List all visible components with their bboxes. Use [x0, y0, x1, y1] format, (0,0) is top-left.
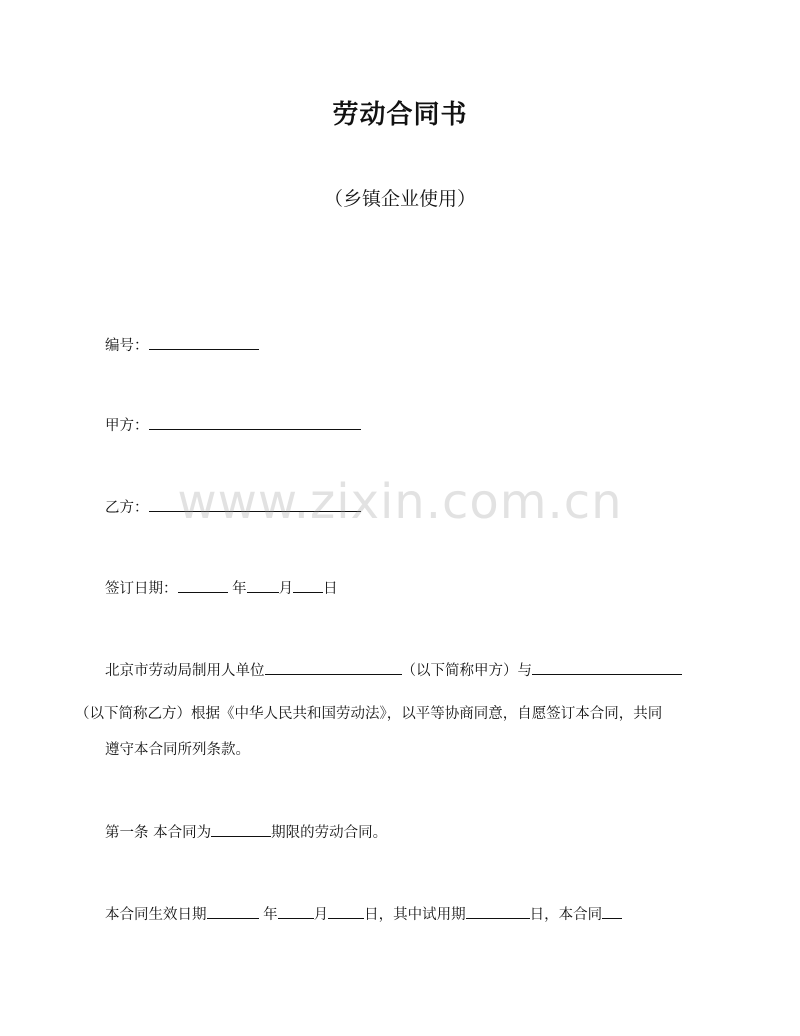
employee-blank[interactable] [532, 660, 682, 675]
article-1-prefix: 第一条 本合同为 [105, 825, 212, 841]
effective-year-blank[interactable] [207, 904, 259, 919]
paragraph-1-line-3: 遵守本合同所列条款。 [105, 742, 250, 758]
sign-date-label: 签订日期： [105, 581, 178, 597]
party-a-field [105, 415, 361, 436]
contract-trailing-blank[interactable] [602, 904, 622, 919]
number-label: 编号： [105, 338, 149, 354]
party-b-field [105, 497, 361, 518]
party-a-label: 甲方： [105, 418, 149, 434]
month-label: 月 [278, 581, 294, 597]
paragraph-1-line-2: （以下简称乙方）根据《中华人民共和国劳动法》，以平等协商同意，自愿签订本合同，共同 [75, 706, 663, 722]
effective-day-blank[interactable] [328, 904, 364, 919]
party-b-label: 乙方： [105, 500, 149, 516]
article-1-suffix: 期限的劳动合同。 [271, 825, 388, 841]
party-b-blank[interactable] [149, 497, 361, 512]
watermark: www.zixin.com.cn [177, 474, 623, 530]
employer-blank[interactable] [265, 660, 402, 675]
sign-month-blank[interactable] [247, 578, 279, 593]
effective-prefix: 本合同生效日期 [105, 907, 207, 923]
effective-year-label: 年 [263, 907, 278, 923]
document-subtitle: （乡镇企业使用） [323, 188, 476, 210]
number-field [105, 335, 259, 356]
contract-term-blank[interactable] [211, 822, 271, 837]
p1-prefix: 北京市劳动局制用人单位 [105, 663, 265, 679]
day-label: 日 [323, 581, 338, 597]
document-title: 劳动合同书 [332, 100, 468, 130]
probation-blank[interactable] [466, 904, 530, 919]
effective-month-blank[interactable] [278, 904, 314, 919]
p1-mid: （以下简称甲方）与 [401, 663, 532, 679]
probation-text: 日，其中试用期 [364, 907, 466, 923]
effective-month-label: 月 [313, 907, 329, 923]
sign-date-field [105, 578, 338, 599]
effective-date-line [105, 904, 622, 925]
sign-day-blank[interactable] [293, 578, 323, 593]
number-blank[interactable] [149, 335, 259, 350]
sign-year-blank[interactable] [178, 578, 228, 593]
contract-end-text: 日，本合同 [529, 907, 603, 923]
year-label: 年 [232, 581, 247, 597]
article-1 [105, 822, 387, 843]
party-a-blank[interactable] [149, 415, 361, 430]
paragraph-1-line-1 [105, 660, 682, 681]
